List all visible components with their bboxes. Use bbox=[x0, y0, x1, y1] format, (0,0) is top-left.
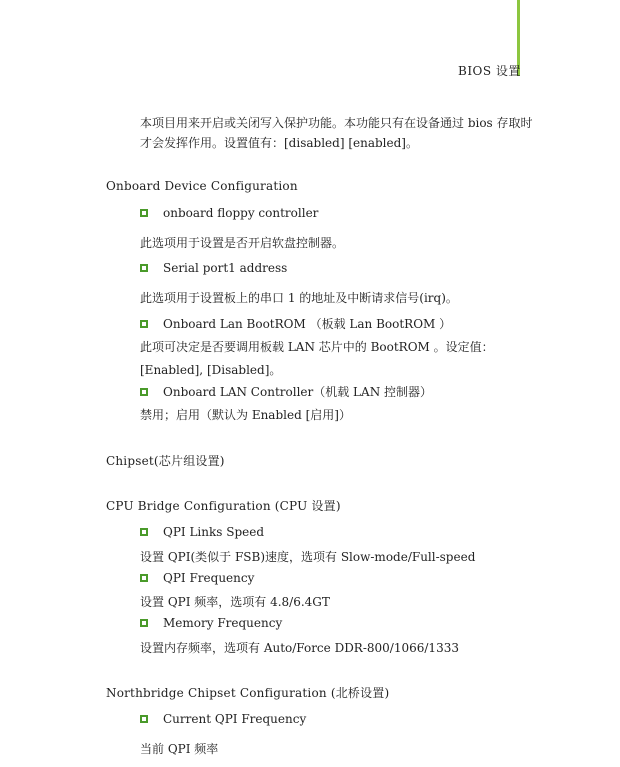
bullet-memory-frequency bbox=[140, 616, 282, 630]
bullet-label: Current QPI Frequency bbox=[163, 712, 307, 726]
northbridge-heading: Northbridge Chipset Configuration (北桥设置) bbox=[106, 686, 390, 700]
bullet-qpi-links-speed bbox=[140, 525, 264, 539]
floppy-description: 此选项用于设置是否开启软盘控制器。 bbox=[140, 236, 345, 250]
onboard-device-heading: Onboard Device Configuration bbox=[106, 179, 298, 193]
bullet-label: QPI Frequency bbox=[163, 571, 255, 585]
bullet-lan-bootrom bbox=[140, 315, 451, 332]
bullet-onboard-floppy bbox=[140, 206, 318, 220]
intro-paragraph-line1: 本项目用来开启或关闭写入保护功能。本功能只有在设备通过 bios 存取时 bbox=[140, 116, 533, 130]
qpi-links-description: 设置 QPI(类似于 FSB)速度，选项有 Slow-mode/Full-speed bbox=[140, 550, 476, 564]
lan-bootrom-description-line1: 此项可决定是否要调用板载 LAN 芯片中的 BootROM 。设定值： bbox=[140, 340, 494, 354]
checkbox-bullet-icon bbox=[140, 715, 148, 723]
memory-frequency-description: 设置内存频率，选项有 Auto/Force DDR-800/1066/1333 bbox=[140, 641, 459, 655]
checkbox-bullet-icon bbox=[140, 619, 148, 627]
bullet-label: Onboard LAN Controller（机载 LAN 控制器） bbox=[163, 385, 433, 399]
checkbox-bullet-icon bbox=[140, 264, 148, 272]
serial-description: 此选项用于设置板上的串口 1 的地址及中断请求信号(irq)。 bbox=[140, 291, 458, 305]
checkbox-bullet-icon bbox=[140, 388, 148, 396]
intro-paragraph-line2: 才会发挥作用。设置值有：[disabled] [enabled]。 bbox=[140, 136, 418, 150]
checkbox-bullet-icon bbox=[140, 209, 148, 217]
bullet-qpi-frequency bbox=[140, 571, 254, 585]
qpi-frequency-description: 设置 QPI 频率，选项有 4.8/6.4GT bbox=[140, 595, 330, 609]
lan-controller-description: 禁用；启用（默认为 Enabled [启用]） bbox=[140, 408, 351, 422]
checkbox-bullet-icon bbox=[140, 574, 148, 582]
bullet-label: Memory Frequency bbox=[163, 616, 283, 630]
current-qpi-description: 当前 QPI 频率 bbox=[140, 742, 219, 756]
bullet-label: Serial port1 address bbox=[163, 261, 288, 275]
bullet-label: onboard floppy controller bbox=[163, 206, 319, 220]
bullet-label: Onboard Lan BootROM （板载 Lan BootROM ） bbox=[163, 317, 452, 331]
bullet-serial-port bbox=[140, 261, 287, 275]
chipset-heading: Chipset(芯片组设置) bbox=[106, 454, 225, 468]
bullet-lan-controller bbox=[140, 383, 432, 400]
bullet-label: QPI Links Speed bbox=[163, 525, 265, 539]
lan-bootrom-description-line2: [Enabled], [Disabled]。 bbox=[140, 363, 282, 377]
cpu-bridge-heading: CPU Bridge Configuration (CPU 设置) bbox=[106, 499, 341, 513]
page-header-title: BIOS 设置 bbox=[458, 64, 521, 78]
checkbox-bullet-icon bbox=[140, 320, 148, 328]
checkbox-bullet-icon bbox=[140, 528, 148, 536]
bullet-current-qpi-frequency bbox=[140, 712, 306, 726]
